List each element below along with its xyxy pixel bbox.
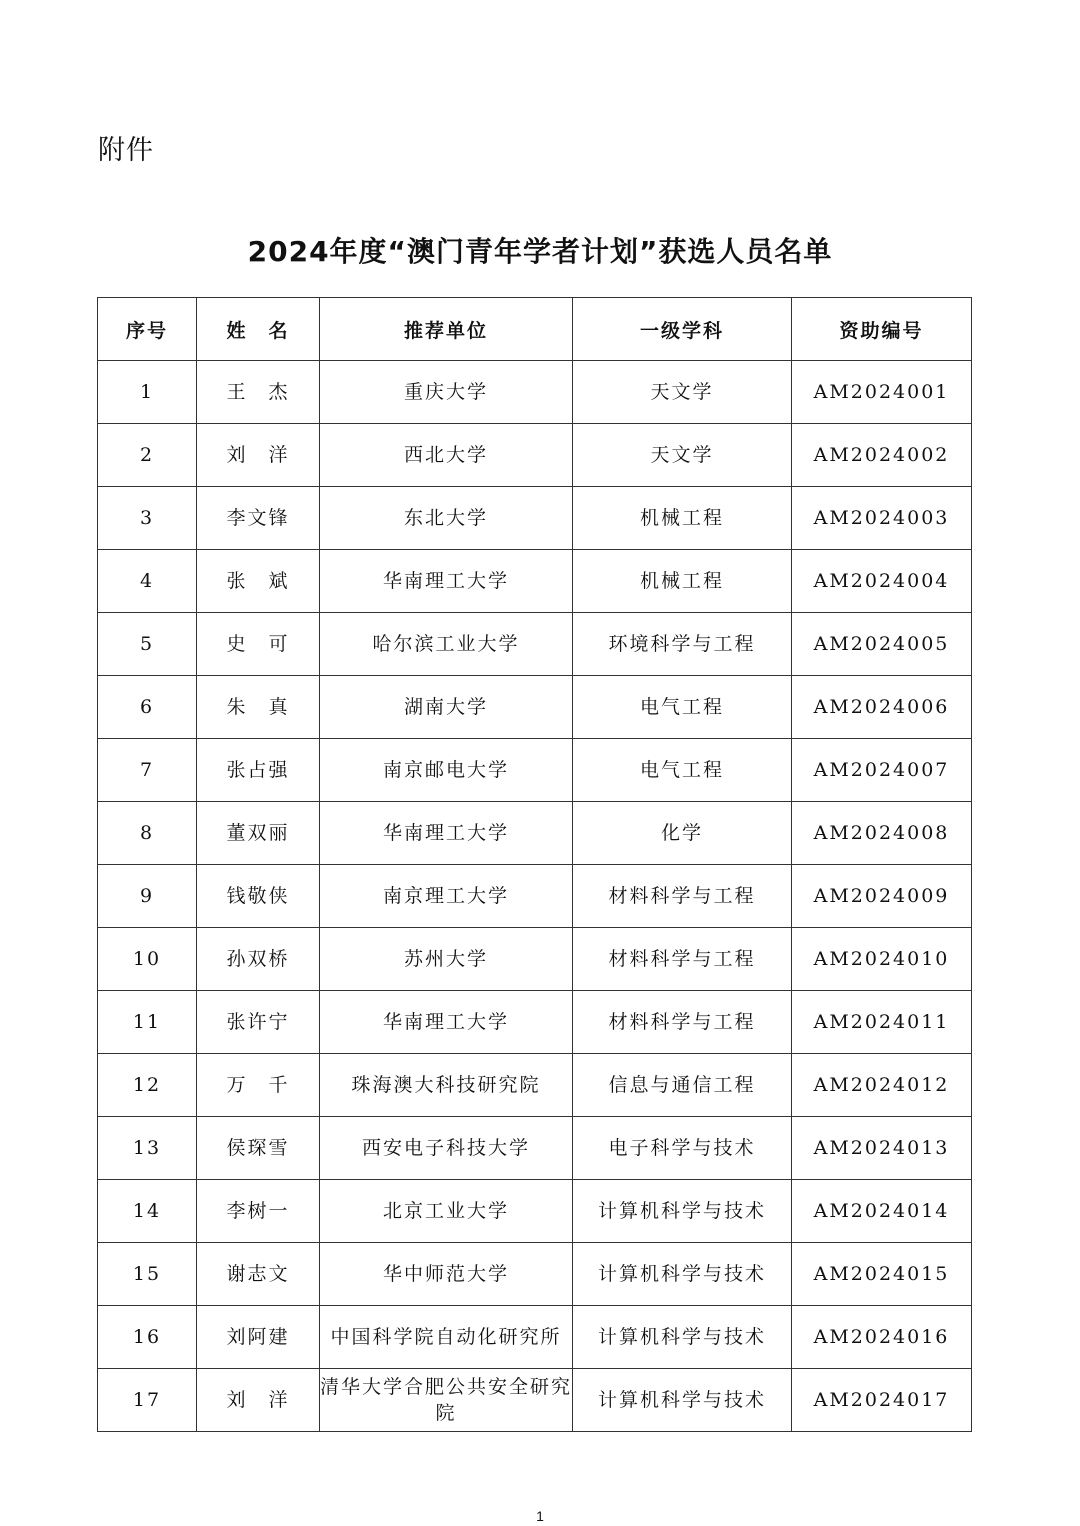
row-name: 李文锋 xyxy=(197,487,320,550)
row-discipline: 电气工程 xyxy=(573,739,792,802)
row-name: 万 千 xyxy=(197,1054,320,1117)
row-discipline: 机械工程 xyxy=(573,550,792,613)
row-name: 朱 真 xyxy=(197,676,320,739)
row-seq: 9 xyxy=(98,865,197,928)
row-name: 侯琛雪 xyxy=(197,1117,320,1180)
row-unit: 湖南大学 xyxy=(320,676,573,739)
table-row xyxy=(98,424,972,487)
table-row xyxy=(98,739,972,802)
row-grant-code: AM2024014 xyxy=(792,1180,972,1243)
row-unit: 苏州大学 xyxy=(320,928,573,991)
document-title: 2024年度“澳门青年学者计划”获选人员名单 xyxy=(247,235,833,268)
row-unit: 东北大学 xyxy=(320,487,573,550)
row-grant-code: AM2024005 xyxy=(792,613,972,676)
row-grant-code: AM2024017 xyxy=(792,1369,972,1432)
row-discipline: 环境科学与工程 xyxy=(573,613,792,676)
row-grant-code: AM2024006 xyxy=(792,676,972,739)
table-body xyxy=(98,361,972,1432)
row-name: 李树一 xyxy=(197,1180,320,1243)
row-unit: 华南理工大学 xyxy=(320,550,573,613)
row-discipline: 计算机科学与技术 xyxy=(573,1180,792,1243)
row-grant-code: AM2024011 xyxy=(792,991,972,1054)
row-unit: 北京工业大学 xyxy=(320,1180,573,1243)
table-row xyxy=(98,1369,972,1432)
row-name: 刘阿建 xyxy=(197,1306,320,1369)
row-discipline: 机械工程 xyxy=(573,487,792,550)
row-grant-code: AM2024004 xyxy=(792,550,972,613)
row-name: 钱敬侠 xyxy=(197,865,320,928)
table-row xyxy=(98,487,972,550)
row-unit: 华南理工大学 xyxy=(320,991,573,1054)
table-row xyxy=(98,550,972,613)
table-row xyxy=(98,361,972,424)
row-seq: 5 xyxy=(98,613,197,676)
row-discipline: 化学 xyxy=(573,802,792,865)
row-name: 张 斌 xyxy=(197,550,320,613)
row-seq: 10 xyxy=(98,928,197,991)
attachment-label: 附件 xyxy=(98,135,154,166)
row-seq: 3 xyxy=(98,487,197,550)
row-discipline: 材料科学与工程 xyxy=(573,928,792,991)
page-number: 1 xyxy=(536,1508,544,1524)
row-name: 张占强 xyxy=(197,739,320,802)
row-discipline: 信息与通信工程 xyxy=(573,1054,792,1117)
header-grant-code: 资助编号 xyxy=(792,298,972,361)
row-unit: 西北大学 xyxy=(320,424,573,487)
row-discipline: 天文学 xyxy=(573,424,792,487)
row-seq: 8 xyxy=(98,802,197,865)
row-seq: 15 xyxy=(98,1243,197,1306)
table-row xyxy=(98,1243,972,1306)
row-unit: 华南理工大学 xyxy=(320,802,573,865)
header-discipline: 一级学科 xyxy=(573,298,792,361)
row-name: 董双丽 xyxy=(197,802,320,865)
table-row xyxy=(98,865,972,928)
row-unit: 清华大学合肥公共安全研究院 xyxy=(320,1369,573,1432)
table-row xyxy=(98,613,972,676)
row-grant-code: AM2024007 xyxy=(792,739,972,802)
row-grant-code: AM2024016 xyxy=(792,1306,972,1369)
row-discipline: 电子科学与技术 xyxy=(573,1117,792,1180)
row-name: 张许宁 xyxy=(197,991,320,1054)
row-unit: 哈尔滨工业大学 xyxy=(320,613,573,676)
row-unit: 中国科学院自动化研究所 xyxy=(320,1306,573,1369)
row-discipline: 计算机科学与技术 xyxy=(573,1243,792,1306)
row-name: 刘 洋 xyxy=(197,424,320,487)
table-row xyxy=(98,1117,972,1180)
table-row xyxy=(98,928,972,991)
table-row xyxy=(98,1054,972,1117)
row-seq: 17 xyxy=(98,1369,197,1432)
row-unit: 华中师范大学 xyxy=(320,1243,573,1306)
table-header-row xyxy=(98,298,972,361)
row-grant-code: AM2024009 xyxy=(792,865,972,928)
row-grant-code: AM2024010 xyxy=(792,928,972,991)
table-row xyxy=(98,991,972,1054)
table-row xyxy=(98,1180,972,1243)
row-grant-code: AM2024002 xyxy=(792,424,972,487)
row-discipline: 计算机科学与技术 xyxy=(573,1306,792,1369)
row-seq: 7 xyxy=(98,739,197,802)
row-unit: 南京理工大学 xyxy=(320,865,573,928)
row-seq: 14 xyxy=(98,1180,197,1243)
row-unit: 珠海澳大科技研究院 xyxy=(320,1054,573,1117)
row-seq: 13 xyxy=(98,1117,197,1180)
selection-table xyxy=(97,297,972,1432)
table-row xyxy=(98,1306,972,1369)
row-grant-code: AM2024001 xyxy=(792,361,972,424)
row-seq: 12 xyxy=(98,1054,197,1117)
row-seq: 6 xyxy=(98,676,197,739)
row-discipline: 材料科学与工程 xyxy=(573,865,792,928)
row-name: 刘 洋 xyxy=(197,1369,320,1432)
row-discipline: 天文学 xyxy=(573,361,792,424)
header-seq: 序号 xyxy=(98,298,197,361)
row-grant-code: AM2024015 xyxy=(792,1243,972,1306)
row-unit: 重庆大学 xyxy=(320,361,573,424)
row-seq: 1 xyxy=(98,361,197,424)
row-discipline: 电气工程 xyxy=(573,676,792,739)
row-seq: 16 xyxy=(98,1306,197,1369)
row-discipline: 材料科学与工程 xyxy=(573,991,792,1054)
row-discipline: 计算机科学与技术 xyxy=(573,1369,792,1432)
row-grant-code: AM2024012 xyxy=(792,1054,972,1117)
header-name: 姓 名 xyxy=(197,298,320,361)
table-row xyxy=(98,676,972,739)
header-unit: 推荐单位 xyxy=(320,298,573,361)
row-seq: 4 xyxy=(98,550,197,613)
row-name: 史 可 xyxy=(197,613,320,676)
row-grant-code: AM2024003 xyxy=(792,487,972,550)
row-seq: 11 xyxy=(98,991,197,1054)
row-name: 孙双桥 xyxy=(197,928,320,991)
row-seq: 2 xyxy=(98,424,197,487)
row-unit: 西安电子科技大学 xyxy=(320,1117,573,1180)
row-name: 谢志文 xyxy=(197,1243,320,1306)
table-row xyxy=(98,802,972,865)
row-grant-code: AM2024013 xyxy=(792,1117,972,1180)
row-name: 王 杰 xyxy=(197,361,320,424)
row-unit: 南京邮电大学 xyxy=(320,739,573,802)
row-grant-code: AM2024008 xyxy=(792,802,972,865)
